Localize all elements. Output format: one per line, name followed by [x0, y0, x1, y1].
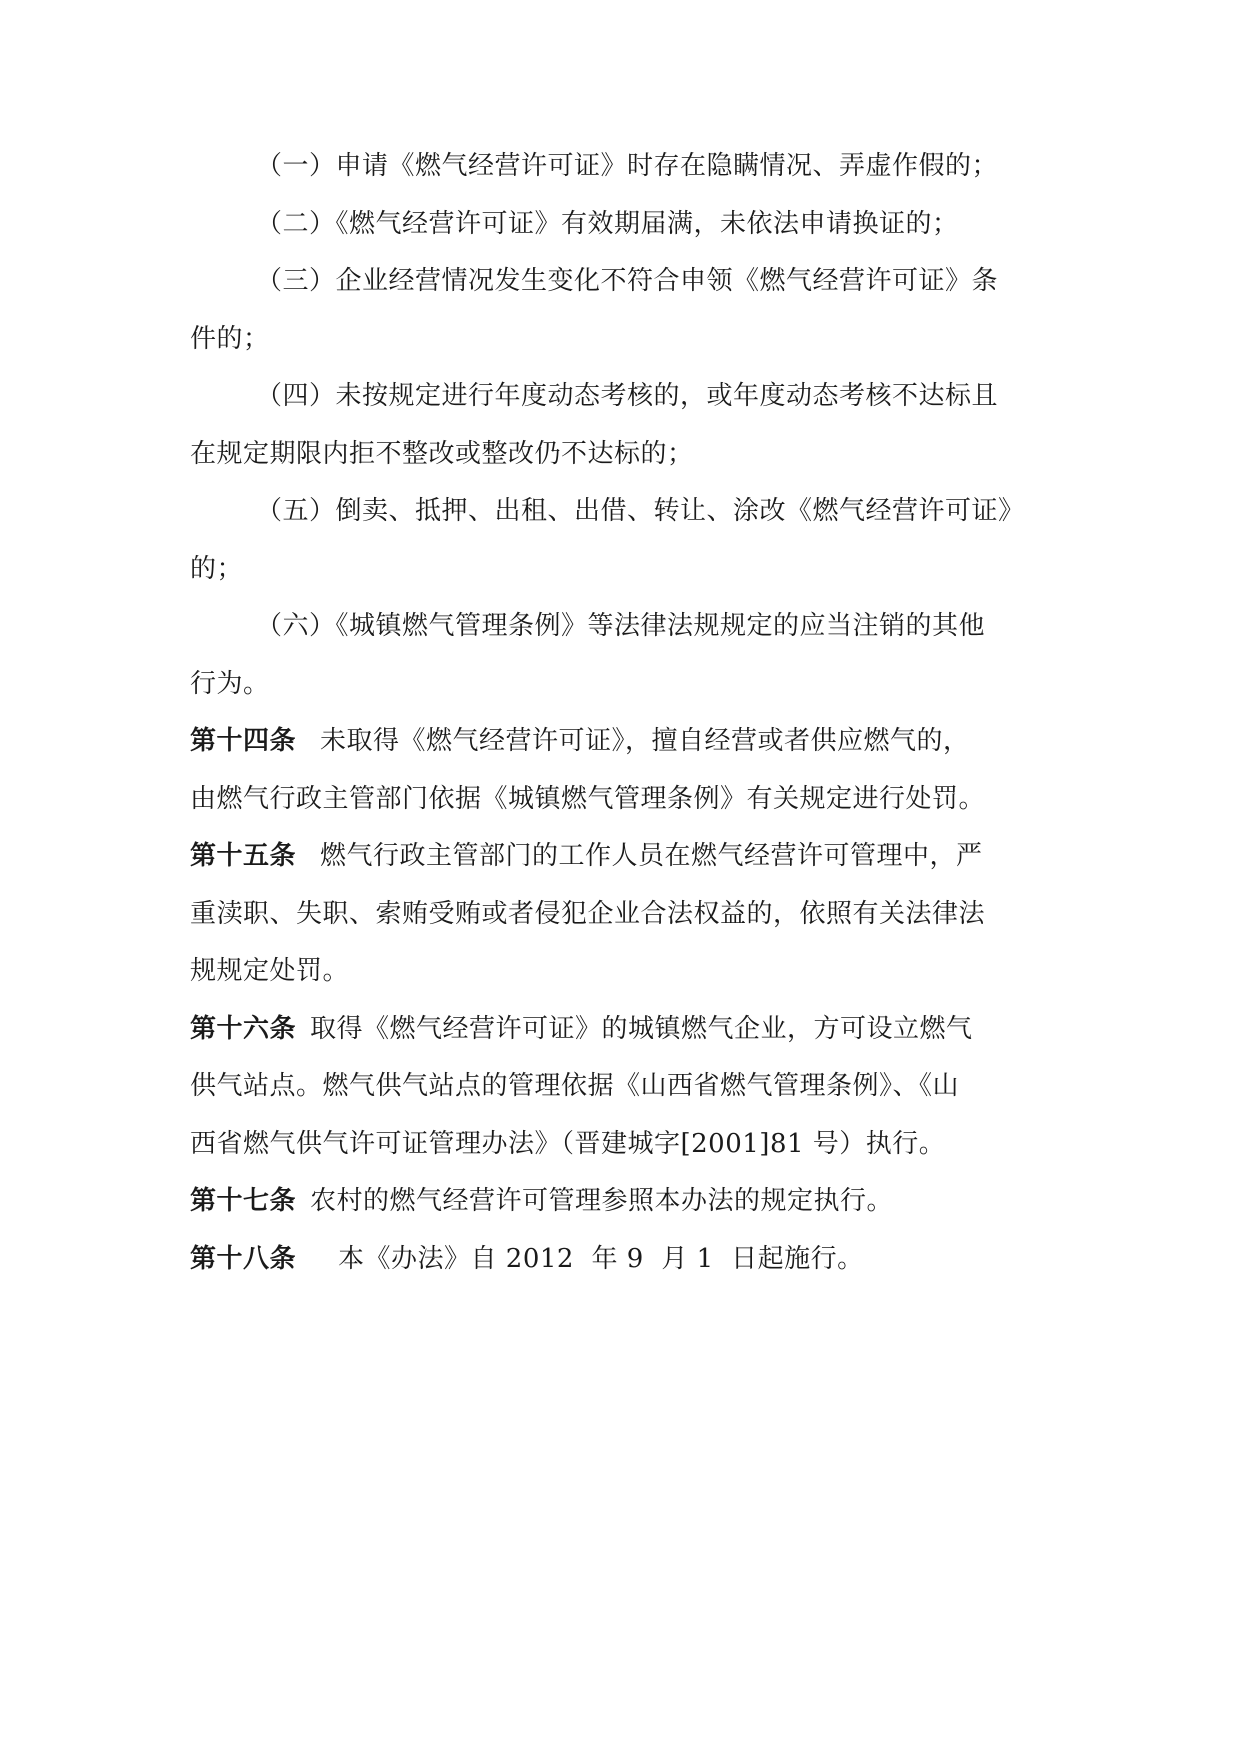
article-17-title: 第十七条: [190, 1186, 297, 1216]
article-17-line-1: [190, 1185, 1060, 1217]
item-2-line-1: （二）《燃气经营许可证》有效期届满，未依法申请换证的；: [256, 209, 959, 239]
article-15-line-1: [190, 840, 1060, 872]
article-18-title: 第十八条: [190, 1244, 297, 1274]
item-3-line-1: （三）企业经营情况发生变化不符合申领《燃气经营许可证》条: [256, 266, 999, 296]
item-1-line-1: （一）申请《燃气经营许可证》时存在隐瞒情况、弄虚作假的；: [256, 151, 999, 181]
article-15-line-2: 重渎职、失职、索贿受贿或者侵犯企业合法权益的，依照有关法律法: [190, 899, 986, 929]
item-4-line-1: （四）未按规定进行年度动态考核的，或年度动态考核不达标且: [256, 381, 999, 411]
article-15-line-3: 规规定处罚。: [190, 956, 350, 986]
article-17-text-1: 农村的燃气经营许可管理参照本办法的规定执行。: [310, 1186, 894, 1216]
item-3-line-2: 件的；: [190, 324, 270, 354]
item-5-line-2: 的；: [190, 554, 244, 584]
article-18-line-1: [190, 1243, 1060, 1275]
article-16-title: 第十六条: [190, 1014, 297, 1044]
item-6-line-2: 行为。: [190, 669, 270, 699]
article-14-title: 第十四条: [190, 726, 297, 756]
article-16-text-1: 取得《燃气经营许可证》的城镇燃气企业，方可设立燃气: [310, 1014, 973, 1044]
article-16-line-1: [190, 1013, 1060, 1045]
article-18-text-1: 本《办法》自 2012 年 9 月 1 日起施行。: [338, 1244, 864, 1274]
item-6-line-1: （六）《城镇燃气管理条例》等法律法规规定的应当注销的其他: [256, 611, 986, 641]
item-4-line-2: 在规定期限内拒不整改或整改仍不达标的；: [190, 439, 694, 469]
article-14-line-1: [190, 725, 1060, 757]
item-5-line-1: （五）倒卖、抵押、出租、出借、转让、涂改《燃气经营许可证》: [256, 496, 1025, 526]
article-16-line-3: 西省燃气供气许可证管理办法》（晋建城字[2001]81 号）执行。: [190, 1129, 946, 1159]
article-15-title: 第十五条: [190, 841, 297, 871]
article-15-text-1: 燃气行政主管部门的工作人员在燃气经营许可管理中，严: [320, 841, 983, 871]
article-14-line-2: 由燃气行政主管部门依据《城镇燃气管理条例》有关规定进行处罚。: [190, 784, 986, 814]
article-14-text-1: 未取得《燃气经营许可证》，擅自经营或者供应燃气的，: [320, 726, 970, 756]
article-16-line-2: 供气站点。燃气供气站点的管理依据《山西省燃气管理条例》、《山: [190, 1071, 960, 1101]
